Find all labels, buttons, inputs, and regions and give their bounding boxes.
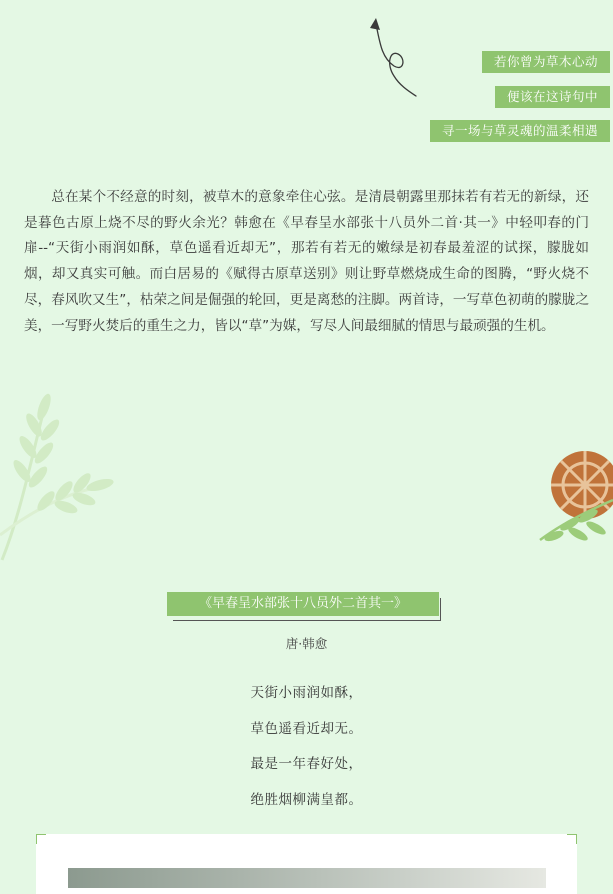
poem-author: 唐·韩愈 <box>285 636 328 651</box>
card-corner <box>567 834 577 844</box>
image-card <box>36 834 577 894</box>
tagline-1: 若你曾为草木心动 <box>482 51 610 73</box>
poem-title: 《早春呈水部张十八员外二首其一》 <box>167 592 439 616</box>
tagline-3: 寻一场与草灵魂的温柔相遇 <box>430 120 610 142</box>
wheat-icon <box>0 385 115 565</box>
tagline-2: 便该在这诗句中 <box>495 86 610 108</box>
card-corner <box>36 834 46 844</box>
poem-line: 最是一年春好处， <box>250 756 363 772</box>
poem-body <box>0 682 613 824</box>
poem-line: 草色遥看近却无。 <box>250 720 363 737</box>
basket-icon <box>530 440 613 560</box>
poem-title-block <box>167 592 442 622</box>
card-photo <box>68 868 546 888</box>
poem-line: 绝胜烟柳满皇都。 <box>250 791 363 808</box>
poem-line: 天街小雨润如酥， <box>250 685 363 701</box>
curly-arrow-icon <box>360 14 420 100</box>
intro-paragraph: 总在某个不经意的时刻，被草木的意象牵住心弦。是清晨朝露里那抹若有若无的新绿，还是暮色古原上烧不尽的野火余光？韩愈在《早春呈水部张十八员外二首·其一》中轻叩春的门扉--“天街小雨润如酥，草色遥看近却无”，那若有若无的嫩绿是初春最羞涩的试探，朦胧如烟，却又真实可触。而白居易的《赋得古原草送别》则让野草燃烧成生命的图腾，“野火烧不尽，春风吹又生”，枯荣之间是倔强的轮回，更是离愁的注脚。两首诗，一写草色初萌的朦胧之美，一写野火焚后的重生之力，皆以“草”为媒，写尽人间最细腻的情思与最顽强的生机。 <box>24 189 589 334</box>
